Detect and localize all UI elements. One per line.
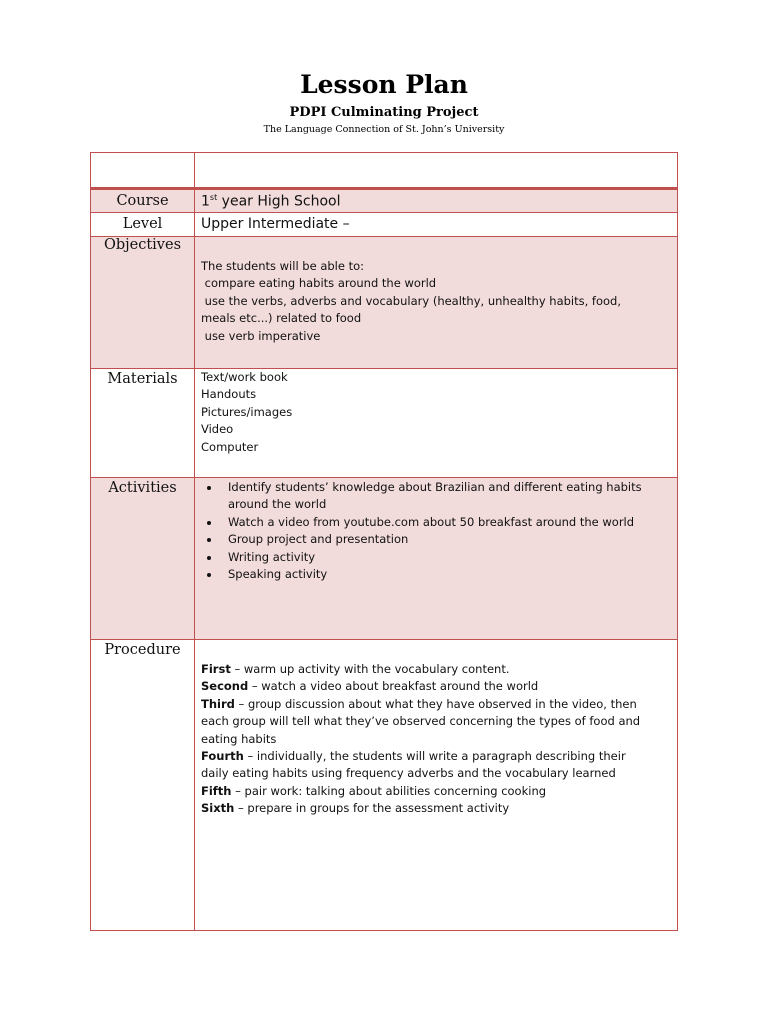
activities-label: Activities — [91, 478, 195, 640]
level-row — [91, 213, 678, 237]
activity-item: • Watch a video from youtube.com about 50 breakfast around the world — [221, 514, 647, 531]
objective-item: use the verbs, adverbs and vocabulary (healthy, unhealthy habits, food, meals etc...) related to food — [201, 293, 625, 326]
material-item: Computer — [201, 439, 259, 454]
course-row — [91, 189, 678, 213]
procedure-step-ordinal: Sixth — [201, 801, 235, 816]
activities-row — [91, 478, 678, 640]
procedure-value-cell — [195, 640, 678, 931]
procedure-step-text: – watch a video about breakfast around the world — [248, 679, 539, 694]
procedure-row — [91, 640, 678, 931]
page-subtitle: PDPI Culminating Project — [289, 105, 479, 120]
procedure-label: Procedure — [91, 640, 195, 931]
course-value-suffix: year High School — [217, 193, 341, 210]
course-value-cell — [195, 189, 678, 213]
level-label: Level — [91, 213, 195, 237]
material-item: Handouts — [201, 387, 257, 402]
objectives-row — [91, 237, 678, 369]
blank-header-label-cell — [91, 153, 195, 189]
procedure-step — [201, 783, 647, 800]
activity-item: • Writing activity — [221, 549, 647, 566]
objective-item: compare eating habits around the world — [201, 276, 437, 291]
activities-value-cell — [195, 478, 678, 640]
activity-item: • Identify students’ knowledge about Brazilian and different eating habits around the world — [221, 479, 647, 514]
procedure-step-ordinal: Second — [201, 679, 249, 694]
level-value: Upper Intermediate – — [201, 216, 350, 232]
page-title: Lesson Plan — [300, 70, 468, 99]
materials-label: Materials — [91, 369, 195, 478]
course-value-superscript: st — [209, 193, 218, 202]
organization-name: The Language Connection of St. John’s University — [263, 124, 505, 135]
objectives-value-cell — [195, 237, 678, 369]
materials-row — [91, 369, 678, 478]
procedure-step-ordinal: Fifth — [201, 783, 232, 798]
level-value-cell — [195, 213, 678, 237]
procedure-step-text: – individually, the students will write a paragraph describing their daily eating habits using frequency adverbs and the vocabulary learned — [201, 749, 626, 781]
activity-item: • Speaking activity — [221, 566, 647, 583]
materials-value-cell — [195, 369, 678, 478]
course-value — [195, 190, 677, 210]
procedure-step-ordinal: Fourth — [201, 749, 244, 764]
procedure-step — [201, 748, 647, 783]
procedure-step — [201, 678, 647, 695]
lesson-plan-table — [90, 152, 678, 931]
objectives-label: Objectives — [91, 237, 195, 369]
objective-item: use verb imperative — [201, 328, 321, 343]
material-item: Pictures/images — [201, 404, 293, 419]
procedure-step-text: – prepare in groups for the assessment activity — [234, 801, 510, 816]
procedure-step-text: – group discussion about what they have observed in the video, then each group will tell what they’ve observed concerning the types of food and eating habits — [201, 696, 641, 746]
material-item: Text/work book — [201, 370, 288, 384]
course-label: Course — [91, 189, 195, 213]
blank-header-value-cell — [195, 153, 678, 189]
procedure-step-text: – pair work: talking about abilities concerning cooking — [231, 783, 547, 798]
procedure-step — [201, 800, 647, 817]
blank-header-row — [91, 153, 678, 189]
procedure-step-ordinal: First — [201, 662, 231, 676]
course-value-prefix: 1 — [201, 193, 210, 210]
procedure-step — [201, 661, 647, 678]
activity-item: • Group project and presentation — [221, 531, 647, 548]
procedure-step — [201, 696, 647, 748]
procedure-step-ordinal: Third — [201, 696, 235, 711]
material-item: Video — [201, 422, 234, 437]
objectives-intro: The students will be able to: — [201, 259, 365, 273]
procedure-step-text: – warm up activity with the vocabulary content. — [230, 662, 510, 676]
